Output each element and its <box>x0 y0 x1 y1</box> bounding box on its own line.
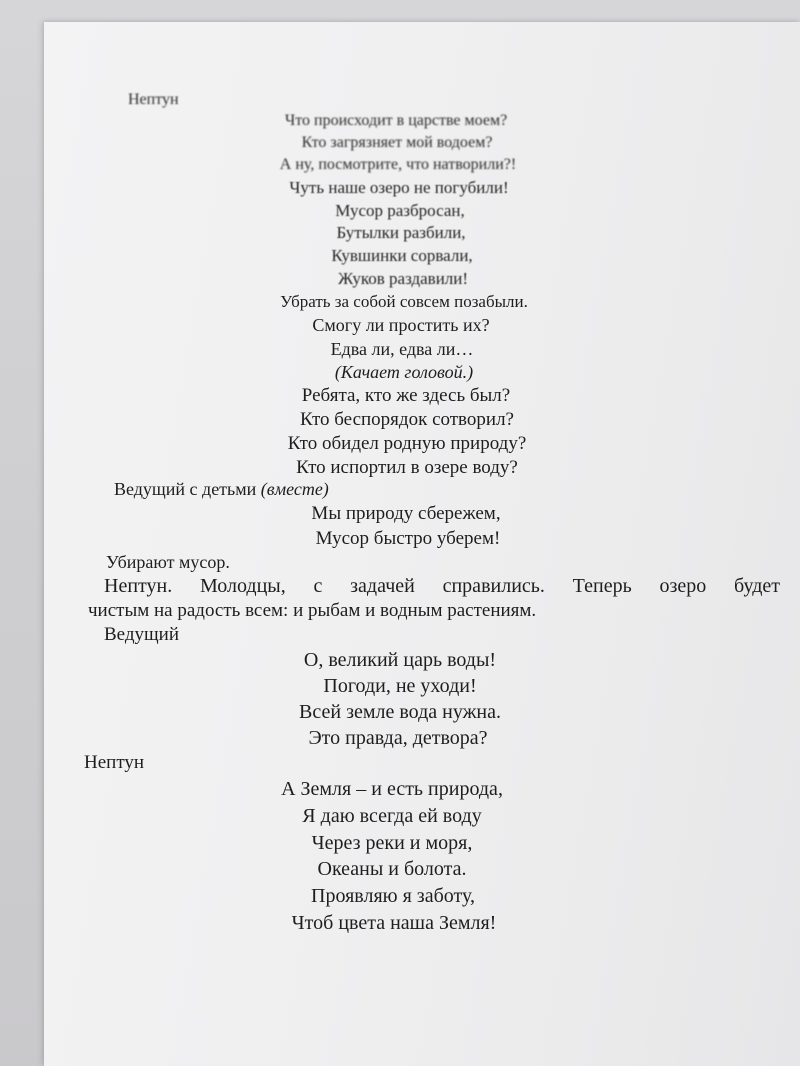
verse-line: Что происходит в царстве моем? <box>284 112 508 129</box>
verse-line: Смогу ли простить их? <box>312 315 490 335</box>
verse-line: Мусор разбросан, <box>335 201 465 220</box>
verse-line: Кто загрязняет мой водоем? <box>301 134 493 151</box>
verse-line: Это правда, детвора? <box>308 727 488 749</box>
verse-line: Чтоб цвета наша Земля! <box>291 912 497 934</box>
verse-line: Кто обидел родную природу? <box>287 433 527 454</box>
speaker-host: Ведущий <box>104 624 179 645</box>
verse-line: Кто беспорядок сотворил? <box>300 409 514 430</box>
verse-line: Чуть наше озеро не погубили! <box>289 178 509 197</box>
verse-line: Я даю всегда ей воду <box>302 805 482 827</box>
speaker-label: Ведущий с детьми <box>114 479 257 499</box>
verse-line: Океаны и болота. <box>317 858 467 880</box>
verse-line: Всей земле вода нужна. <box>299 701 501 723</box>
verse-line: А Земля – и есть природа, <box>281 778 503 800</box>
paragraph-line: Нептун. Молодцы, с задачей справились. Теперь озеро будет <box>104 575 780 597</box>
verse-line: Кто испортил в озере воду? <box>296 457 518 478</box>
verse-line: О, великий царь воды! <box>303 649 497 671</box>
verse-line: Через реки и моря, <box>311 832 473 854</box>
verse-line: Проявляю я заботу, <box>311 885 475 907</box>
verse-line: Мусор быстро уберем! <box>315 528 501 549</box>
paper-sheet <box>44 22 800 1066</box>
speaker-host-with-children <box>114 480 329 498</box>
verse-line: Убрать за собой совсем позабыли. <box>280 292 528 311</box>
verse-line: Жуков раздавили! <box>337 269 469 288</box>
verse-line: Погоди, не уходи! <box>323 675 477 697</box>
verse-line: Ребята, кто же здесь был? <box>301 385 511 406</box>
verse-line: Кувшинки сорвали, <box>331 246 473 265</box>
stage-direction: (Качает головой.) <box>334 362 474 382</box>
speaker-note: (вместе) <box>260 479 329 499</box>
verse-line: А ну, посмотрите, что натворили?! <box>279 156 517 173</box>
verse-line: Бутылки разбили, <box>336 223 466 242</box>
verse-line: Едва ли, едва ли… <box>330 339 474 359</box>
speaker-neptune: Нептун <box>84 752 145 773</box>
paragraph-line: чистым на радость всем: и рыбам и водным растениям. <box>88 600 537 621</box>
stage-direction: Убирают мусор. <box>106 552 230 572</box>
speaker-neptune: Нептун <box>128 91 179 108</box>
verse-line: Мы природу сбережем, <box>311 503 501 524</box>
